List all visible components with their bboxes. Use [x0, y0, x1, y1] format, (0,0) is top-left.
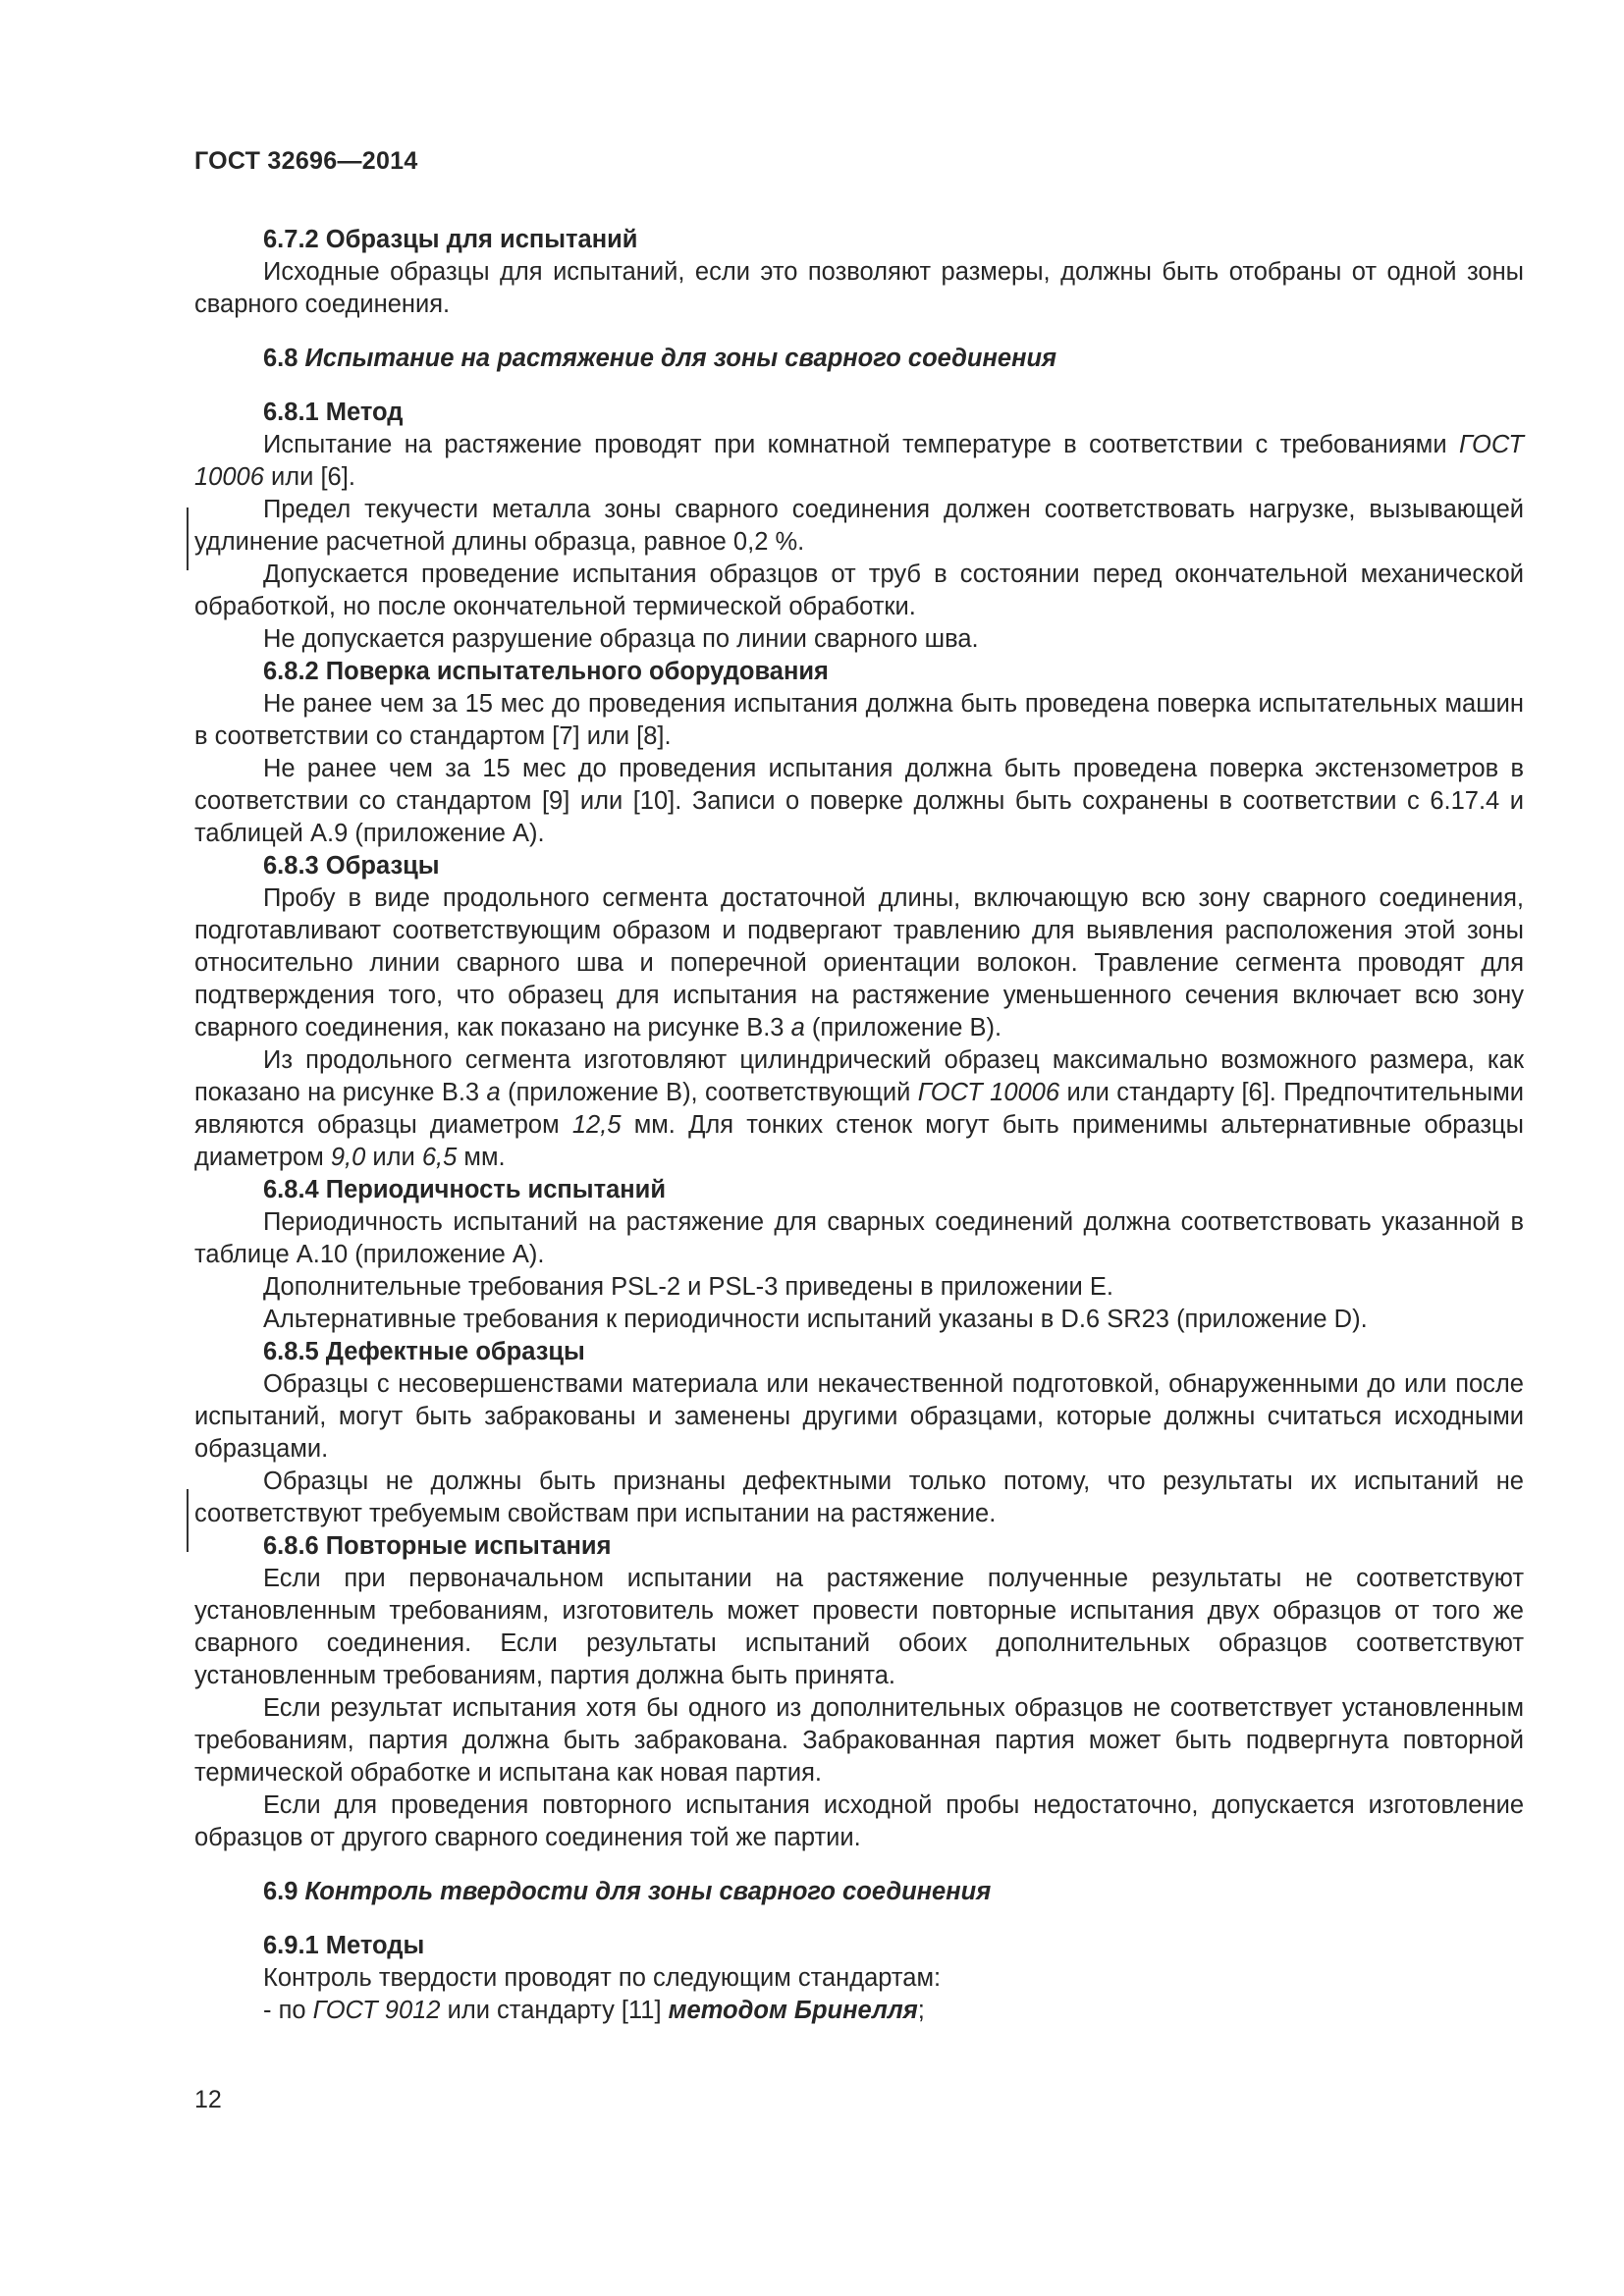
- section-title-text: Испытание на растяжение для зоны сварного соединения: [304, 345, 1057, 372]
- paragraph: Исходные образцы для испытаний, если это позволяют размеры, должны быть отобраны от одной зоны сварного соединения.: [194, 258, 1524, 318]
- list-item: [194, 1995, 1524, 2027]
- reference: ГОСТ 10006: [194, 431, 1524, 491]
- section-6-7-2-title: 6.7.2 Образцы для испытаний: [263, 226, 638, 253]
- paragraph: Если для проведения повторного испытания исходной пробы недостаточно, допускается изготовление образцов от другого сварного соединения той же партии.: [194, 1791, 1524, 1851]
- section-6-8-3-title: 6.8.3 Образцы: [263, 852, 440, 880]
- text: мм. Для тонких стенок могут быть применимы альтернативные образцы диаметром: [194, 1111, 1524, 1171]
- figure-letter: а: [486, 1079, 501, 1106]
- reference: ГОСТ 9012: [312, 1997, 441, 2024]
- page-number: 12: [194, 2086, 222, 2113]
- paragraph: Предел текучести металла зоны сварного соединения должен соответствовать нагрузке, вызывающей удлинение расчетной длины образца, равное 0,2 %.: [194, 496, 1524, 556]
- text: Пробу в виде продольного сегмента достаточной длины, включающую всю зону сварного соединения, подготавливают соответствующим образом и подвергают травлению для выявления расположения этой зоны относительно линии сварного шва и поперечной ориентации волокон. Травление сегмента проводят для подтверждения того, что образец для испытания на растяжение уменьшенного сечения включает всю зону сварного соединения, как показано на рисунке В.3: [194, 884, 1524, 1041]
- paragraph: Если результат испытания хотя бы одного из дополнительных образцов не соответствует установленным требованиям, партия должна быть забракована. Забракованная партия может быть подвергнута повторной термической обработке и испытана как новая партия.: [194, 1694, 1524, 1787]
- paragraph: Контроль твердости проводят по следующим стандартам:: [263, 1964, 942, 1992]
- paragraph: Если при первоначальном испытании на растяжение полученные результаты не соответствуют установленным требованиям, изготовитель может провести повторные испытания двух образцов от того же сварного соединения. Если результаты испытаний обоих дополнительных образцов соответствуют установленным требованиям, партия должна быть принята.: [194, 1565, 1524, 1689]
- section-6-8-5-title: 6.8.5 Дефектные образцы: [263, 1338, 585, 1365]
- text: Из продольного сегмента изготовляют цилиндрический образец максимально возможного размера, как показано на рисунке В.3: [194, 1046, 1524, 1106]
- document-body: [194, 224, 1524, 2027]
- text: Испытание на растяжение проводят при комнатной температуре в соответствии с требованиями: [263, 431, 1447, 458]
- section-6-8-4-title: 6.8.4 Периодичность испытаний: [263, 1176, 667, 1203]
- paragraph: Не ранее чем за 15 мес до проведения испытания должна быть проведена поверка испытательных машин в соответствии со стандартом [7] или [8].: [194, 690, 1524, 750]
- text: мм.: [463, 1144, 506, 1171]
- text: или стандарту [11]: [447, 1997, 662, 2024]
- value: 9,0: [330, 1144, 366, 1171]
- section-6-8-title: [194, 343, 1524, 375]
- paragraph: [194, 882, 1524, 1044]
- change-bar: [187, 507, 189, 570]
- section-6-8-1-title: 6.8.1 Метод: [263, 399, 404, 426]
- text: или [6].: [271, 463, 355, 491]
- standard-header: ГОСТ 32696—2014: [194, 147, 418, 175]
- paragraph: Периодичность испытаний на растяжение для сварных соединений должна соответствовать указанной в таблице А.10 (приложение А).: [194, 1208, 1524, 1268]
- section-6-9-1-title: 6.9.1 Методы: [263, 1932, 425, 1959]
- paragraph: Не ранее чем за 15 мес до проведения испытания должна быть проведена поверка экстензометров в соответствии со стандартом [9] или [10]. Записи о поверке должны быть сохранены в соответствии с 6.17.4 и таблицей А.9 (приложение А).: [194, 755, 1524, 847]
- reference: ГОСТ 10006: [917, 1079, 1060, 1106]
- section-number: 6.8: [263, 345, 298, 372]
- change-bar: [187, 1489, 189, 1552]
- value: 12,5: [571, 1111, 622, 1139]
- paragraph: [194, 1044, 1524, 1174]
- text: ;: [917, 1997, 925, 2024]
- value: 6,5: [421, 1144, 458, 1171]
- method-name: методом Бринелля: [668, 1997, 918, 2024]
- text: - по: [263, 1997, 306, 2024]
- paragraph: Не допускается разрушение образца по линии сварного шва.: [263, 625, 979, 653]
- paragraph: Допускается проведение испытания образцов от труб в состоянии перед окончательной механической обработкой, но после окончательной термической обработки.: [194, 561, 1524, 620]
- section-6-9-title: [194, 1876, 1524, 1908]
- section-number: 6.9: [263, 1878, 298, 1905]
- paragraph: Образцы с несовершенствами материала или некачественной подготовкой, обнаруженными до или после испытаний, могут быть забракованы и заменены другими образцами, которые должны считаться исходными образцами.: [194, 1370, 1524, 1463]
- text: (приложение В).: [811, 1014, 1002, 1041]
- section-6-8-6-title: 6.8.6 Повторные испытания: [263, 1532, 612, 1560]
- text: или стандарту [6]. Предпочтительными являются образцы диаметром: [194, 1079, 1525, 1139]
- section-title-text: Контроль твердости для зоны сварного соединения: [304, 1878, 992, 1905]
- text: или: [372, 1144, 415, 1171]
- paragraph: [194, 429, 1524, 494]
- paragraph: Альтернативные требования к периодичности испытаний указаны в D.6 SR23 (приложение D).: [263, 1306, 1368, 1333]
- text: (приложение В), соответствующий: [508, 1079, 911, 1106]
- section-6-8-2-title: 6.8.2 Поверка испытательного оборудования: [263, 658, 829, 685]
- figure-letter: а: [790, 1014, 805, 1041]
- paragraph: Дополнительные требования PSL-2 и PSL-3 приведены в приложении Е.: [263, 1273, 1113, 1301]
- paragraph: Образцы не должны быть признаны дефектными только потому, что результаты их испытаний не соответствуют требуемым свойствам при испытании на растяжение.: [194, 1468, 1524, 1527]
